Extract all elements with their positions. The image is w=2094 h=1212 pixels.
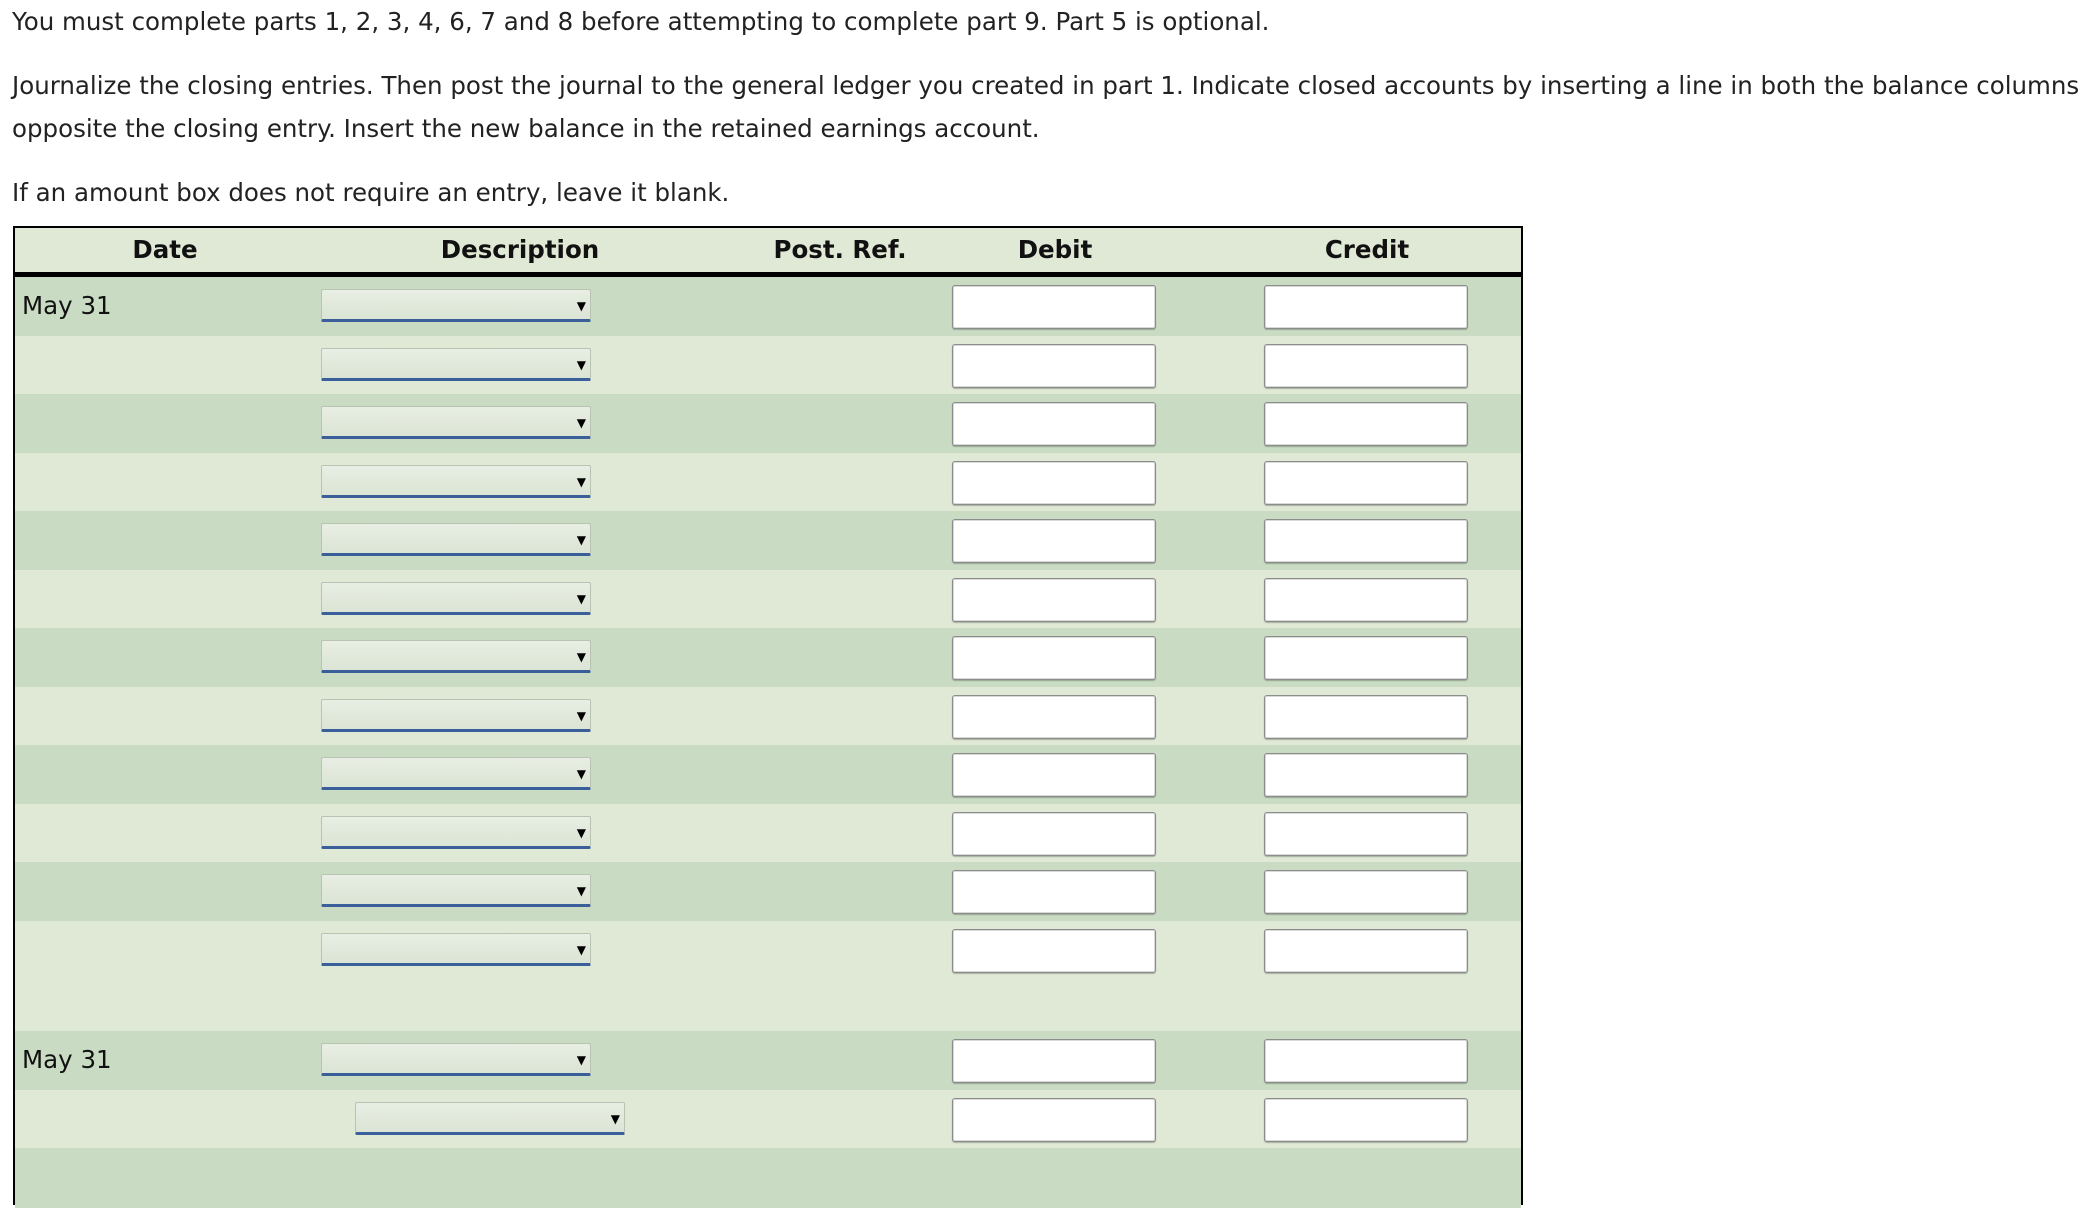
journal-row: [15, 336, 1521, 395]
credit-input[interactable]: [1264, 753, 1468, 797]
debit-input[interactable]: [952, 344, 1156, 388]
entry-date: May 31: [22, 291, 112, 320]
debit-input[interactable]: [952, 519, 1156, 563]
chevron-down-icon: ▼: [576, 825, 586, 840]
credit-input[interactable]: [1264, 695, 1468, 739]
entry-date: May 31: [22, 1045, 112, 1074]
credit-input[interactable]: [1264, 285, 1468, 329]
credit-input[interactable]: [1264, 519, 1468, 563]
description-select[interactable]: [321, 640, 591, 673]
journal-row: [15, 745, 1521, 804]
chevron-down-icon: ▼: [576, 591, 586, 606]
debit-input[interactable]: [952, 1039, 1156, 1083]
instruction-blank: If an amount box does not require an entry, leave it blank.: [12, 178, 730, 207]
credit-input[interactable]: [1264, 1039, 1468, 1083]
journal-row: [15, 921, 1521, 980]
credit-input[interactable]: [1264, 402, 1468, 446]
chevron-down-icon: ▼: [576, 708, 586, 723]
journal-row: [15, 277, 1521, 336]
description-select[interactable]: [321, 523, 591, 556]
description-select[interactable]: [321, 289, 591, 322]
journal-row: [15, 1090, 1521, 1149]
credit-input[interactable]: [1264, 929, 1468, 973]
instruction-closing: Journalize the closing entries. Then post the journal to the general ledger you created in part 1. Indicate closed accounts by inserting a line in both the balance columns opposite the closing entry. Insert the new balance in the retained earnings account.: [12, 71, 2080, 143]
description-select[interactable]: [321, 406, 591, 439]
chevron-down-icon: ▼: [576, 533, 586, 547]
credit-input[interactable]: [1264, 812, 1468, 856]
debit-input[interactable]: [952, 636, 1156, 680]
header-debit: Debit: [1017, 235, 1093, 264]
debit-input[interactable]: [952, 812, 1156, 856]
journal-row: [15, 628, 1521, 687]
debit-input[interactable]: [952, 578, 1156, 622]
credit-input[interactable]: [1264, 344, 1468, 388]
credit-input[interactable]: [1264, 870, 1468, 914]
journal-header: [15, 228, 1521, 277]
description-select[interactable]: [321, 816, 591, 849]
credit-input[interactable]: [1264, 578, 1468, 622]
journal-row: [15, 394, 1521, 453]
chevron-down-icon: ▼: [576, 357, 586, 372]
chevron-down-icon: ▼: [576, 1053, 586, 1067]
debit-input[interactable]: [952, 461, 1156, 505]
journal-row: [15, 804, 1521, 863]
debit-input[interactable]: [952, 929, 1156, 973]
table-footer-band: [15, 1148, 1521, 1208]
chevron-down-icon: ▼: [576, 474, 586, 489]
journal-table: [13, 226, 1523, 1205]
journal-row: [15, 453, 1521, 512]
header-date: Date: [132, 235, 198, 264]
credit-input[interactable]: [1264, 1098, 1468, 1142]
description-select[interactable]: [321, 465, 591, 498]
chevron-down-icon: ▼: [576, 416, 586, 430]
debit-input[interactable]: [952, 695, 1156, 739]
instruction-parts: You must complete parts 1, 2, 3, 4, 6, 7 and 8 before attempting to complete part 9. Part 5 is optional.: [12, 7, 1270, 36]
header-credit: Credit: [1324, 235, 1410, 264]
journal-row: [15, 687, 1521, 746]
chevron-down-icon: ▼: [576, 942, 586, 957]
journal-row: [15, 570, 1521, 629]
debit-input[interactable]: [952, 870, 1156, 914]
description-select[interactable]: [321, 582, 591, 615]
description-select[interactable]: [321, 1043, 591, 1076]
description-select[interactable]: [321, 699, 591, 732]
description-select[interactable]: [355, 1102, 625, 1135]
debit-input[interactable]: [952, 285, 1156, 329]
description-select[interactable]: [321, 874, 591, 907]
debit-input[interactable]: [952, 753, 1156, 797]
chevron-down-icon: ▼: [576, 884, 586, 898]
description-select[interactable]: [321, 348, 591, 381]
chevron-down-icon: ▼: [576, 650, 586, 664]
description-select[interactable]: [321, 933, 591, 966]
debit-input[interactable]: [952, 402, 1156, 446]
header-description: Description: [440, 235, 600, 264]
credit-input[interactable]: [1264, 636, 1468, 680]
chevron-down-icon: ▼: [576, 767, 586, 781]
journal-row: [15, 511, 1521, 570]
journal-row: [15, 1031, 1521, 1090]
description-select[interactable]: [321, 757, 591, 790]
credit-input[interactable]: [1264, 461, 1468, 505]
journal-row: [15, 862, 1521, 921]
debit-input[interactable]: [952, 1098, 1156, 1142]
chevron-down-icon: ▼: [576, 299, 586, 313]
chevron-down-icon: ▼: [610, 1111, 620, 1126]
header-post-ref: Post. Ref.: [773, 235, 907, 264]
